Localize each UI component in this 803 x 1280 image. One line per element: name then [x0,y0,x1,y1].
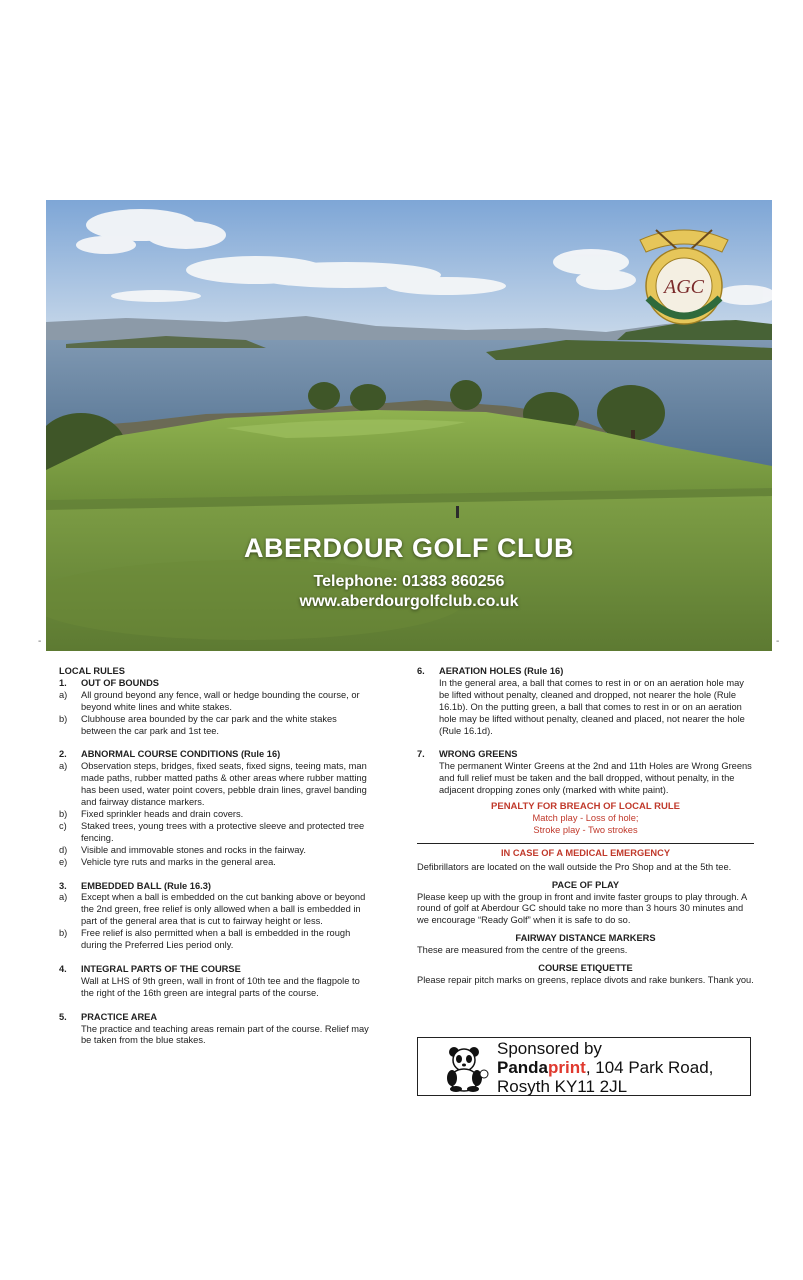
item-label: c) [59,820,67,831]
rule-item-text: Visible and immovable stones and rocks in the fairway. [81,844,306,855]
rule-item-text: Staked trees, young trees with a protective sleeve and protected tree fencing. [81,820,365,843]
svg-text:AGC: AGC [664,276,704,298]
section-body: The permanent Winter Greens at the 2nd and 11th Holes are Wrong Greens and full relief must be taken and the ball dropped, without penalty, in the adjacent dropping zones only (marked with white paint). [439,761,752,796]
local-rules-right-column [417,666,754,987]
distance-markers-text: These are measured from the centre of the greens. [417,945,628,956]
hero-photo [46,200,772,651]
penalty-block [417,801,754,837]
section-body: The practice and teaching areas remain part of the course. Relief may be taken from the blue stakes. [81,1023,369,1046]
rule-section-integral-parts [59,964,371,1000]
course-etiquette-heading: COURSE ETIQUETTE [538,963,633,974]
section-number: 6. [417,666,425,676]
sponsor-name-address [497,1058,713,1078]
penalty-heading: PENALTY FOR BREACH OF LOCAL RULE [491,801,680,813]
local-rules-left-column [59,666,371,1059]
local-rules-heading: LOCAL RULES [59,666,125,676]
pace-of-play-heading: PACE OF PLAY [551,879,620,890]
sponsor-box [417,1037,751,1096]
club-website[interactable]: www.aberdourgolfclub.co.uk [299,593,519,610]
item-label: b) [59,928,68,939]
rule-item-text: Except when a ball is embedded on the cut banking above or beyond the 2nd green, free relief is only allowed when a ball is embedded in part of the general area that is cut to fairway height or less. [81,892,366,927]
section-number: 2. [59,749,67,760]
emergency-text: Defibrillators are located on the wall outside the Pro Shop and at the 5th tee. [417,861,732,872]
rule-item-text: Free relief is also permitted when a ball is embedded in the rough during the Preferred Lies period only. [81,928,351,951]
section-number: 3. [59,880,67,891]
course-etiquette-text: Please repair pitch marks on greens, replace divots and rake bunkers. Thank you. [417,974,754,985]
section-title: WRONG GREENS [439,749,518,760]
rule-item-text: All ground beyond any fence, wall or hedge bounding the course, or beyond white lines and white stakes. [81,689,360,712]
rule-section-embedded-ball [59,881,371,952]
item-label: a) [59,689,68,700]
section-title: OUT OF BOUNDS [81,677,159,688]
sponsored-by-text: Sponsored by [497,1039,602,1058]
brand-panda: Panda [497,1058,549,1077]
sponsor-street: , 104 Park Road, [585,1058,714,1077]
section-number: 7. [417,749,425,760]
club-crest-logo [634,226,734,334]
rule-item-text: Observation steps, bridges, fixed seats, fixed signs, teeing mats, man made paths, rubber matted paths & other areas where rubber matting has been used, water point covers, pebble drain lines, gravel banding and fairway distance markers. [81,761,367,808]
section-body: In the general area, a ball that comes to rest in or on an aeration hole may be lifted without penalty, cleaned and dropped, not nearer the hole (Rule 16.1b). On the putting green, a ball that comes to rest in or on an aeration hole may be lifted without penalty, cleaned and placed, not nearer the hole (Rule 16.1d). [439,677,745,736]
rule-item-text: Fixed sprinkler heads and drain covers. [81,808,244,819]
crop-mark-right: - [776,636,780,647]
section-title: AERATION HOLES (Rule 16) [439,666,564,676]
distance-markers-heading: FAIRWAY DISTANCE MARKERS [515,933,656,944]
rule-section-abnormal-conditions [59,749,371,868]
section-number: 5. [59,1011,67,1022]
section-number: 1. [59,677,67,688]
emergency-heading: IN CASE OF A MEDICAL EMERGENCY [500,847,671,858]
divider [417,843,754,844]
pace-of-play-text: Please keep up with the group in front and invite faster groups to play through. A round of golf at Aberdour GC should take no more than 3 hours 30 minutes and we encourage “Ready Golf” when it is safe to do so. [417,891,747,926]
section-title: EMBEDDED BALL (Rule 16.3) [81,880,212,891]
item-label: a) [59,892,68,903]
rule-section-out-of-bounds [59,678,371,738]
section-title: INTEGRAL PARTS OF THE COURSE [81,963,241,974]
item-label: e) [59,856,68,867]
item-label: d) [59,844,68,855]
item-label: b) [59,713,68,724]
section-number: 4. [59,963,67,974]
section-title: PRACTICE AREA [81,1011,158,1022]
brand-print: print [548,1058,586,1077]
club-title: ABERDOUR GOLF CLUB [244,533,574,563]
rule-section-wrong-greens [417,749,754,797]
panda-icon [440,1044,492,1092]
item-label: b) [59,808,68,819]
section-body: Wall at LHS of 9th green, wall in front of 10th tee and the flagpole to the right of the 16th green are integral parts of the course. [81,975,360,998]
sponsor-town: Rosyth KY11 2JL [497,1077,628,1096]
rule-section-aeration-holes [417,666,754,737]
rule-section-practice-area [59,1012,371,1048]
club-telephone: Telephone: 01383 860256 [313,573,505,590]
penalty-match-play: Match play - Loss of hole; [532,812,639,823]
crop-mark-left: - [38,636,42,647]
rule-item-text: Vehicle tyre ruts and marks in the general area. [81,856,276,867]
section-title: ABNORMAL COURSE CONDITIONS (Rule 16) [81,749,281,760]
rule-item-text: Clubhouse area bounded by the car park and the white stakes between the car park and 1st tee. [81,713,337,736]
penalty-stroke-play: Stroke play - Two strokes [533,824,638,835]
item-label: a) [59,761,68,772]
